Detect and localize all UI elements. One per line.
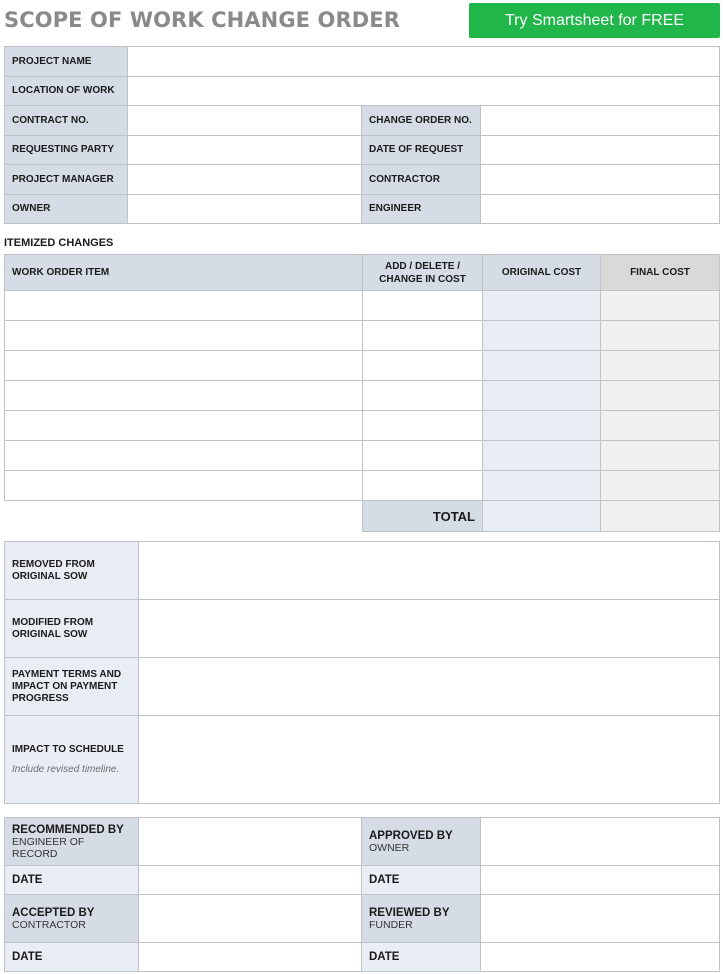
recommended-date-field[interactable] (139, 866, 362, 895)
total-row (5, 501, 720, 532)
modified-line1: MODIFIED FROM (12, 616, 94, 628)
location-of-work-label: LOCATION OF WORK (5, 76, 128, 106)
original-cost-cell[interactable] (483, 321, 601, 351)
approved-by-sub: OWNER (369, 841, 410, 854)
modified-from-sow-label (5, 600, 139, 658)
reviewed-date-field[interactable] (481, 943, 720, 972)
work-order-item-cell[interactable] (5, 321, 363, 351)
project-manager-label: PROJECT MANAGER (5, 165, 128, 195)
add-delete-cell[interactable] (363, 321, 483, 351)
payment-line2: IMPACT ON PAYMENT (12, 680, 118, 692)
date-label: DATE (362, 943, 481, 972)
location-of-work-field[interactable] (128, 76, 720, 106)
project-info-table (4, 46, 720, 224)
total-original-cost-cell[interactable] (483, 501, 601, 532)
work-order-item-cell[interactable] (5, 471, 363, 501)
accepted-date-field[interactable] (139, 943, 362, 972)
try-smartsheet-button[interactable]: Try Smartsheet for FREE (469, 3, 720, 38)
table-row (5, 291, 720, 321)
original-cost-header: ORIGINAL COST (483, 255, 601, 291)
change-order-no-field[interactable] (481, 106, 720, 136)
payment-terms-label (5, 658, 139, 716)
date-label: DATE (5, 866, 139, 895)
removed-line1: REMOVED FROM (12, 558, 95, 570)
table-row (5, 381, 720, 411)
work-order-item-cell[interactable] (5, 351, 363, 381)
final-cost-cell[interactable] (601, 411, 720, 441)
work-order-item-cell[interactable] (5, 381, 363, 411)
engineer-label: ENGINEER (362, 194, 481, 224)
modified-from-sow-field[interactable] (139, 600, 720, 658)
impact-to-schedule-field[interactable] (139, 716, 720, 804)
table-row (5, 441, 720, 471)
original-cost-cell[interactable] (483, 351, 601, 381)
project-name-field[interactable] (128, 47, 720, 77)
add-delete-header-line2: CHANGE IN COST (379, 273, 466, 285)
add-delete-cell[interactable] (363, 381, 483, 411)
original-cost-cell[interactable] (483, 411, 601, 441)
recommended-by-label (5, 818, 139, 866)
requesting-party-field[interactable] (128, 135, 362, 165)
add-delete-cell[interactable] (363, 441, 483, 471)
page-title: SCOPE OF WORK CHANGE ORDER (4, 8, 400, 32)
owner-field[interactable] (128, 194, 362, 224)
date-label: DATE (362, 866, 481, 895)
approved-by-text: APPROVED BY (369, 829, 453, 842)
final-cost-cell[interactable] (601, 441, 720, 471)
contractor-field[interactable] (481, 165, 720, 195)
reviewed-by-sub: FUNDER (369, 918, 413, 931)
approved-by-label (362, 818, 481, 866)
schedule-note: Include revised timeline. (12, 763, 120, 775)
table-row (5, 411, 720, 441)
removed-from-sow-label (5, 542, 139, 600)
work-order-item-cell[interactable] (5, 441, 363, 471)
add-delete-cell[interactable] (363, 411, 483, 441)
date-of-request-label: DATE OF REQUEST (362, 135, 481, 165)
recommended-by-sub: ENGINEER OF RECORD (12, 835, 85, 860)
impact-to-schedule-label (5, 716, 139, 804)
original-cost-cell[interactable] (483, 441, 601, 471)
reviewed-by-field[interactable] (481, 895, 720, 943)
accepted-by-field[interactable] (139, 895, 362, 943)
final-cost-cell[interactable] (601, 351, 720, 381)
approved-by-field[interactable] (481, 818, 720, 866)
date-label: DATE (5, 943, 139, 972)
final-cost-cell[interactable] (601, 321, 720, 351)
accepted-by-label (5, 895, 139, 943)
work-order-item-cell[interactable] (5, 411, 363, 441)
original-cost-cell[interactable] (483, 471, 601, 501)
engineer-field[interactable] (481, 194, 720, 224)
owner-label: OWNER (5, 194, 128, 224)
table-row (5, 321, 720, 351)
payment-line3: PROGRESS (12, 692, 69, 704)
table-row (5, 351, 720, 381)
contract-no-field[interactable] (128, 106, 362, 136)
sow-changes-table (4, 541, 720, 804)
recommended-by-text: RECOMMENDED BY (12, 823, 124, 836)
add-delete-cell[interactable] (363, 471, 483, 501)
contract-no-label: CONTRACT NO. (5, 106, 128, 136)
payment-terms-field[interactable] (139, 658, 720, 716)
contractor-label: CONTRACTOR (362, 165, 481, 195)
add-delete-cell[interactable] (363, 291, 483, 321)
total-spacer (5, 501, 363, 532)
add-delete-header-line1: ADD / DELETE / (384, 260, 460, 272)
project-name-label: PROJECT NAME (5, 47, 128, 77)
accepted-by-sub: CONTRACTOR (12, 918, 86, 931)
total-label: TOTAL (363, 501, 483, 532)
date-of-request-field[interactable] (481, 135, 720, 165)
final-cost-cell[interactable] (601, 291, 720, 321)
final-cost-cell[interactable] (601, 471, 720, 501)
add-delete-header (363, 255, 483, 291)
reviewed-by-text: REVIEWED BY (369, 906, 450, 919)
recommended-by-field[interactable] (139, 818, 362, 866)
project-manager-field[interactable] (128, 165, 362, 195)
final-cost-header: FINAL COST (601, 255, 720, 291)
final-cost-cell[interactable] (601, 381, 720, 411)
schedule-label-text: IMPACT TO SCHEDULE (12, 743, 124, 755)
table-row (5, 471, 720, 501)
original-cost-cell[interactable] (483, 291, 601, 321)
work-order-item-cell[interactable] (5, 291, 363, 321)
work-order-item-header: WORK ORDER ITEM (5, 255, 363, 291)
original-cost-cell[interactable] (483, 381, 601, 411)
removed-from-sow-field[interactable] (139, 542, 720, 600)
payment-line1: PAYMENT TERMS AND (12, 668, 122, 680)
total-final-cost-cell[interactable] (601, 501, 720, 532)
modified-line2: ORIGINAL SOW (12, 628, 88, 640)
requesting-party-label: REQUESTING PARTY (5, 135, 128, 165)
add-delete-cell[interactable] (363, 351, 483, 381)
signatures-table (4, 817, 720, 972)
reviewed-by-label (362, 895, 481, 943)
change-order-no-label: CHANGE ORDER NO. (362, 106, 481, 136)
approved-date-field[interactable] (481, 866, 720, 895)
itemized-changes-heading: ITEMIZED CHANGES (4, 237, 114, 249)
removed-line2: ORIGINAL SOW (12, 570, 88, 582)
itemized-changes-table (4, 254, 720, 532)
accepted-by-text: ACCEPTED BY (12, 906, 95, 919)
